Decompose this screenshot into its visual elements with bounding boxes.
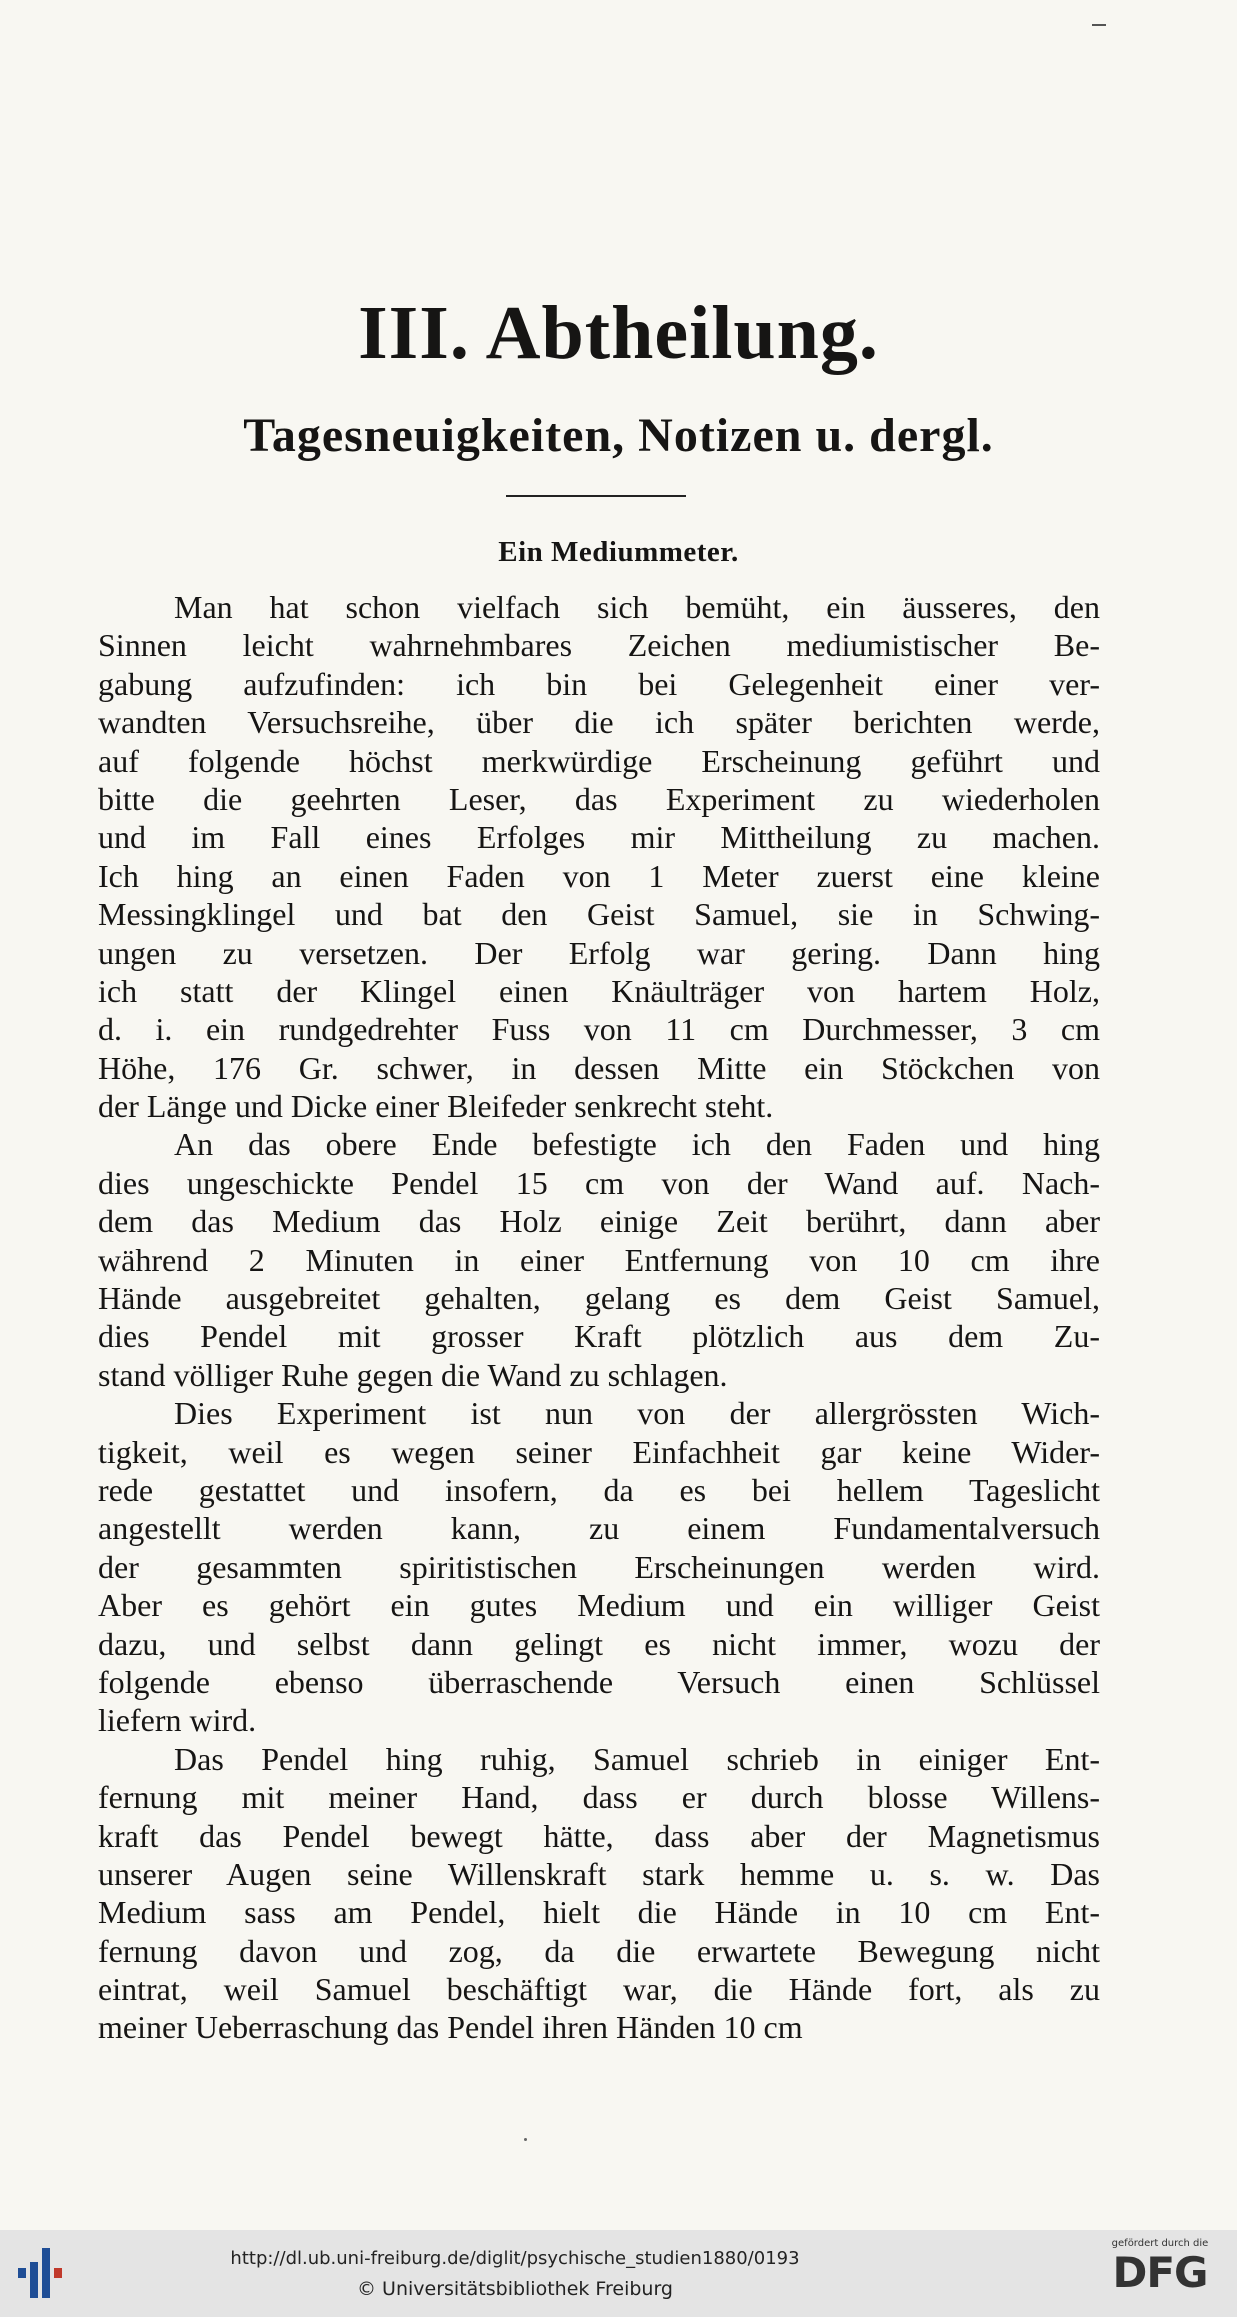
library-logo-icon: [18, 2242, 66, 2304]
article-body: [98, 588, 1100, 2047]
text-line: Hände ausgebreitet gehalten, gelang es dem Geist Samuel,: [98, 1280, 1100, 1317]
speck: [524, 2138, 527, 2141]
text-line: Medium sass am Pendel, hielt die Hände in 10 cm Ent-: [98, 1894, 1100, 1931]
dfg-logo-icon: DFG: [1112, 2248, 1208, 2297]
text-line: ich statt der Klingel einen Knäulträger von hartem Holz,: [98, 972, 1100, 1009]
text-line: d. i. ein rundgedrehter Fuss von 11 cm Durchmesser, 3 cm: [98, 1011, 1100, 1048]
text-line: wandten Versuchsreihe, über die ich später berichten werde,: [98, 704, 1100, 741]
text-line: Höhe, 176 Gr. schwer, in dessen Mitte ein Stöckchen von: [98, 1049, 1100, 1086]
text-line: Man hat schon vielfach sich bemüht, ein äusseres, den: [174, 589, 1100, 625]
section-subheading: Tagesneuigkeiten, Notizen u. dergl.: [243, 409, 994, 462]
text-line: tigkeit, weil es wegen seiner Einfachheit gar keine Wider-: [98, 1433, 1100, 1470]
text-line: Das Pendel hing ruhig, Samuel schrieb in einiger Ent-: [174, 1740, 1100, 1777]
text-line: Aber es gehört ein gutes Medium und ein williger Geist: [98, 1587, 1100, 1624]
viewer-footer: [0, 2230, 1237, 2317]
section-heading: III. Abtheilung.: [358, 291, 879, 375]
text-line: Ich hing an einen Faden von 1 Meter zuerst eine kleine: [98, 857, 1100, 894]
text-line: dies ungeschickte Pendel 15 cm von der Wand auf. Nach-: [98, 1164, 1100, 1201]
text-line: An das obere Ende befestigte ich den Faden und hing: [174, 1126, 1100, 1163]
text-line: der gesammten spiritistischen Erscheinungen werden wird.: [98, 1548, 1100, 1585]
text-line: Messingklingel und bat den Geist Samuel, sie in Schwing-: [98, 896, 1100, 933]
text-line: fernung mit meiner Hand, dass er durch blosse Willens-: [98, 1779, 1100, 1816]
text-line: ungen zu versetzen. Der Erfolg war gering. Dann hing: [98, 934, 1100, 971]
text-line: rede gestattet und insofern, da es bei hellem Tageslicht: [98, 1471, 1100, 1508]
permalink-url[interactable]: http://dl.ub.uni-freiburg.de/diglit/psychische_studien1880/0193: [230, 2248, 800, 2269]
text-line: dem das Medium das Holz einige Zeit berührt, dann aber: [98, 1203, 1100, 1240]
text-line: meiner Ueberraschung das Pendel ihren Händen 10 cm: [98, 2009, 803, 2046]
text-line: angestellt werden kann, zu einem Fundamentalversuch: [98, 1510, 1100, 1547]
funder-badge: [1090, 2238, 1230, 2310]
article-title: Ein Mediummeter.: [498, 536, 739, 568]
text-line: liefern wird.: [98, 1702, 257, 1739]
text-line: während 2 Minuten in einer Entfernung von 10 cm ihre: [98, 1241, 1100, 1278]
text-line: Sinnen leicht wahrnehmbares Zeichen mediumistischer Be-: [98, 627, 1100, 664]
text-line: unserer Augen seine Willenskraft stark hemme u. s. w. Das: [98, 1855, 1100, 1892]
text-line: Dies Experiment ist nun von der allergrössten Wich-: [174, 1395, 1100, 1432]
text-line: stand völliger Ruhe gegen die Wand zu schlagen.: [98, 1356, 728, 1393]
text-line: bitte die geehrten Leser, das Experiment zu wiederholen: [98, 780, 1100, 817]
page-mark: [1092, 24, 1106, 26]
text-line: auf folgende höchst merkwürdige Erscheinung geführt und: [98, 742, 1100, 779]
funder-caption: gefördert durch die: [1111, 2238, 1209, 2249]
divider-rule: [506, 495, 686, 497]
text-line: eintrat, weil Samuel beschäftigt war, die Hände fort, als zu: [98, 1971, 1100, 2008]
text-line: und im Fall eines Erfolges mir Mittheilung zu machen.: [98, 819, 1100, 856]
text-line: dies Pendel mit grosser Kraft plötzlich aus dem Zu-: [98, 1318, 1100, 1355]
text-line: kraft das Pendel bewegt hätte, dass aber der Magnetismus: [98, 1817, 1100, 1854]
copyright-notice: © Universitätsbibliothek Freiburg: [357, 2278, 673, 2300]
text-line: fernung davon und zog, da die erwartete Bewegung nicht: [98, 1932, 1100, 1969]
text-line: der Länge und Dicke einer Bleifeder senkrecht steht.: [98, 1088, 774, 1125]
text-line: folgende ebenso überraschende Versuch einen Schlüssel: [98, 1663, 1100, 1700]
text-line: gabung aufzufinden: ich bin bei Gelegenheit einer ver-: [98, 665, 1100, 702]
text-line: dazu, und selbst dann gelingt es nicht immer, wozu der: [98, 1625, 1100, 1662]
